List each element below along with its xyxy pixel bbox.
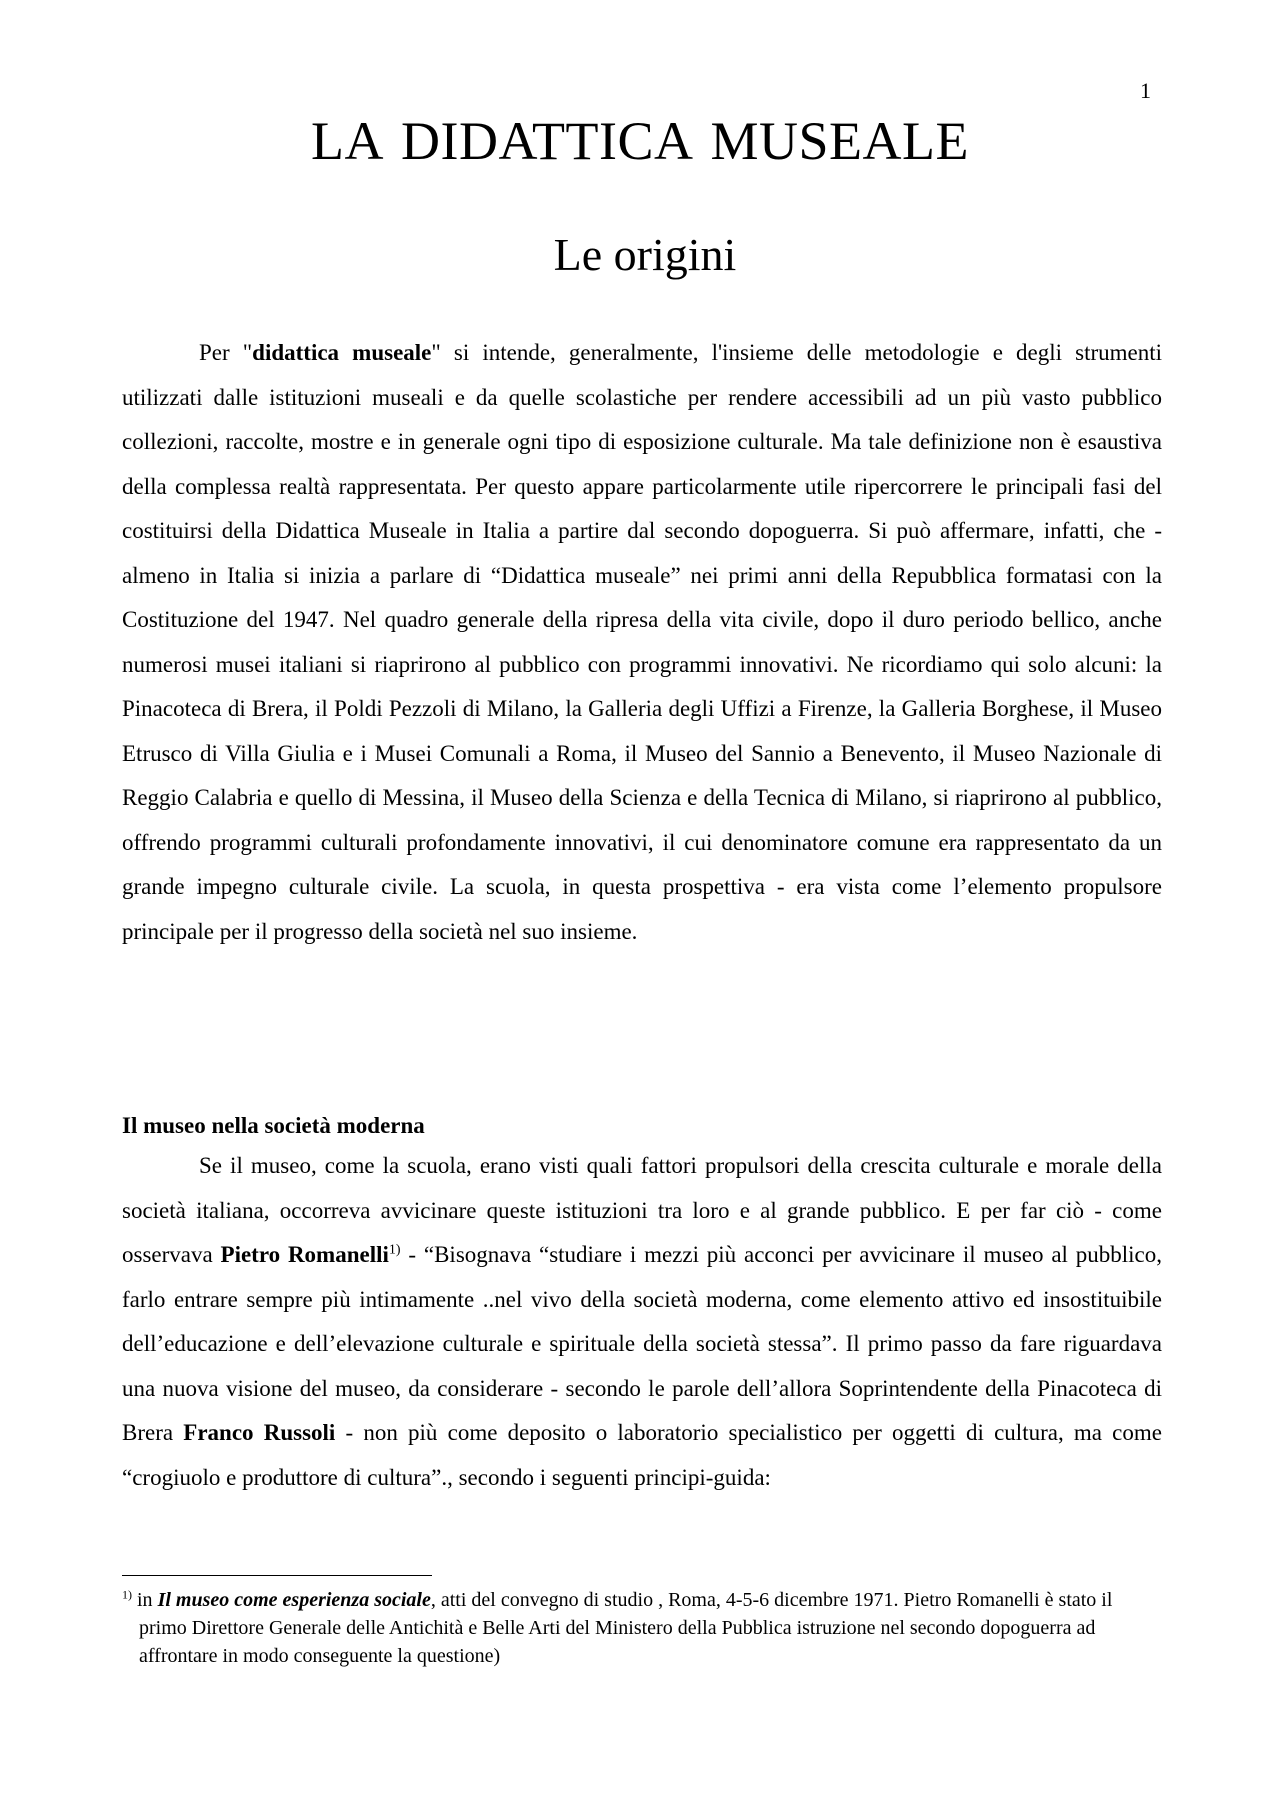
bold-term: didattica museale [252, 340, 432, 365]
text-run: - “Bisognava “studiare i mezzi più acconci per avvicinare il museo al pubblico, farlo entrare sempre più intimamente ..nel vivo della società moderna, come elemento attivo ed insostituibile dell’educazione e dell’elevazione culturale e spirituale della società stessa”. Il primo passo da fare riguardava una nuova visione del museo, da considerare - secondo le parole dell’allora Soprintendente della Pinacoteca di Brera [122, 1242, 1163, 1445]
paragraph-origins [122, 331, 1162, 954]
footnote-reference[interactable]: 1) [388, 1242, 401, 1258]
footnote-divider [122, 1575, 432, 1576]
paragraph-modern-society [122, 1144, 1162, 1500]
bold-name: Pietro Romanelli [220, 1242, 389, 1267]
text-run: Se il museo, come la scuola, erano visti quali fattori propulsori della crescita culturale e morale della società italiana, occorreva avvicinare queste istituzioni tra loro e al grande pubblico. E per far ciò - come osservava [122, 1153, 1162, 1267]
footnote [122, 1586, 1149, 1670]
text-run: in [132, 1589, 158, 1611]
page-number: 1 [1140, 78, 1151, 103]
footnote-marker: 1) [122, 1587, 132, 1602]
page-title: LA DIDATTICA MUSEALE [311, 111, 969, 171]
section-title-origins: Le origini [553, 229, 737, 280]
citation-title: Il museo come esperienza sociale [157, 1589, 431, 1611]
text-run: Per " [199, 340, 253, 365]
section-heading: Il museo nella società moderna [122, 1113, 425, 1138]
bold-name: Franco Russoli [183, 1420, 336, 1445]
text-run: , atti del convegno di studio , Roma, 4-5-6 dicembre 1971. Pietro Romanelli è stato il primo Direttore Generale delle Antichità e Belle Arti del Ministero della Pubblica istruzione nel secondo dopoguerra ad affrontare in modo conseguente la questione) [139, 1589, 1113, 1667]
text-run: - non più come deposito o laboratorio specialistico per oggetti di cultura, ma come “crogiuolo e produttore di cultura”., secondo i seguenti principi-guida: [122, 1420, 1162, 1490]
text-run: " si intende, generalmente, l'insieme delle metodologie e degli strumenti utilizzati dalle istituzioni museali e da quelle scolastiche per rendere accessibili ad un più vasto pubblico collezioni, raccolte, mostre e in generale ogni tipo di esposizione culturale. Ma tale definizione non è esaustiva della complessa realtà rappresentata. Per questo appare particolarmente utile ripercorrere le principali fasi del costituirsi della Didattica Museale in Italia a partire dal secondo dopoguerra. Si può affermare, infatti, che - almeno in Italia si inizia a parlare di “Didattica museale” nei primi anni della Repubblica formatasi con la Costituzione del 1947. Nel quadro generale della ripresa della vita civile, dopo il duro periodo bellico, anche numerosi musei italiani si riaprirono al pubblico con programmi innovativi. Ne ricordiamo qui solo alcuni: la Pinacoteca di Brera, il Poldi Pezzoli di Milano, la Galleria degli Uffizi a Firenze, la Galleria Borghese, il Museo Etrusco di Villa Giulia e i Musei Comunali a Roma, il Museo del Sannio a Benevento, il Museo Nazionale di Reggio Calabria e quello di Messina, il Museo della Scienza e della Tecnica di Milano, si riaprirono al pubblico, offrendo programmi culturali profondamente innovativi, il cui denominatore comune era rappresentato da un grande impegno culturale civile. La scuola, in questa prospettiva - era vista come l’elemento propulsore principale per il progresso della società nel suo insieme. [122, 340, 1162, 944]
